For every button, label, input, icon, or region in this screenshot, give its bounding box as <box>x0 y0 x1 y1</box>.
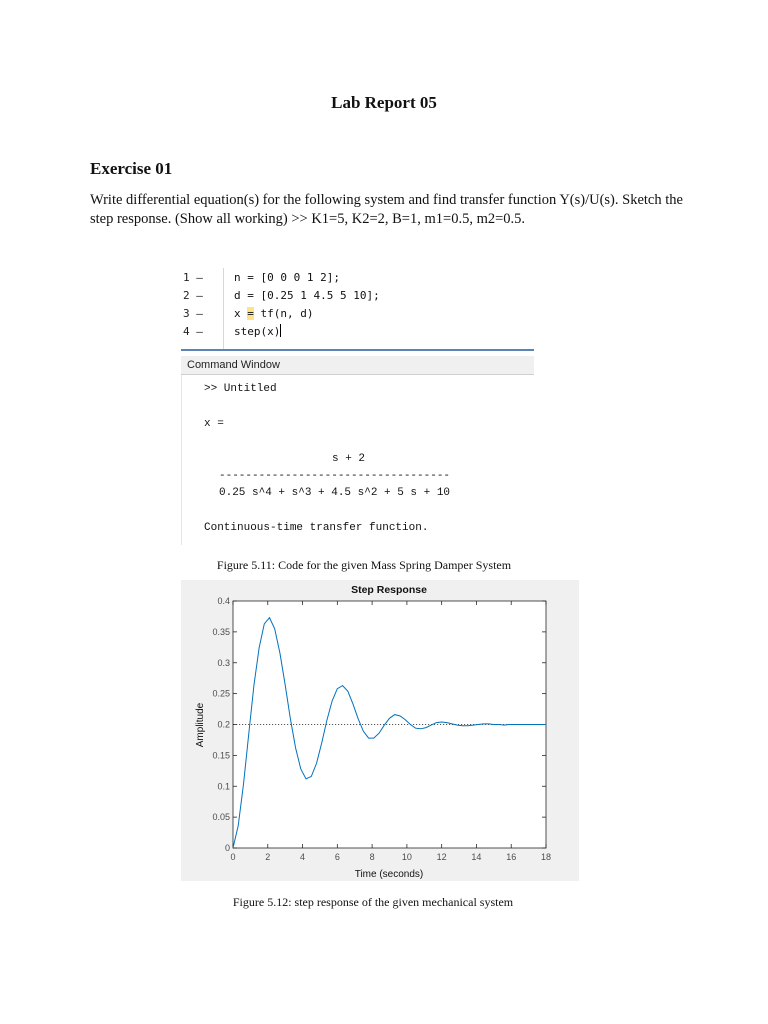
variable-assignment: x = <box>204 418 224 430</box>
x-tick-label: 0 <box>230 852 236 862</box>
y-tick-label: 0.15 <box>212 750 230 761</box>
y-tick-label: 0.1 <box>217 781 230 792</box>
code-line <box>181 323 534 341</box>
line-number: 3 – <box>183 307 203 320</box>
code-text: n = [0 0 0 1 2]; <box>234 271 340 284</box>
y-tick-label: 0.25 <box>212 688 230 699</box>
x-axis-label: Time (seconds) <box>354 869 424 880</box>
page-title: Lab Report 05 <box>331 93 437 112</box>
tf-denominator: 0.25 s^4 + s^3 + 4.5 s^2 + 5 s + 10 <box>219 487 451 499</box>
command-window <box>181 375 535 545</box>
x-tick-label: 8 <box>369 852 375 862</box>
exercise-heading: Exercise 01 <box>90 159 173 178</box>
command-window-header <box>181 356 534 375</box>
command-output-footer: Continuous-time transfer function. <box>204 522 429 534</box>
y-tick-label: 0.3 <box>217 657 230 668</box>
editor-divider <box>181 349 534 351</box>
code-text: d = [0.25 1 4.5 5 10]; <box>234 289 380 302</box>
code-text: step(x) <box>234 325 281 338</box>
x-tick-label: 16 <box>506 852 517 862</box>
x-tick-label: 18 <box>540 852 552 862</box>
x-tick-label: 12 <box>436 852 447 862</box>
line-number: 1 – <box>183 271 203 284</box>
x-tick-label: 14 <box>471 852 482 862</box>
y-tick-label: 0.35 <box>212 626 230 637</box>
tf-fraction-bar: ----------------------------------- <box>219 470 451 482</box>
y-tick-label: 0.2 <box>217 719 230 730</box>
step-response-chart <box>181 580 579 881</box>
code-line <box>181 305 534 323</box>
y-tick-label: 0.4 <box>217 596 230 606</box>
code-editor <box>181 268 534 350</box>
line-number: 2 – <box>183 289 203 302</box>
x-tick-label: 6 <box>334 852 340 862</box>
line-number: 4 – <box>183 325 203 338</box>
code-line <box>181 287 534 305</box>
highlighted-operator: = <box>247 307 254 320</box>
y-tick-label: 0.05 <box>212 812 230 823</box>
x-tick-label: 10 <box>401 852 412 862</box>
code-line <box>181 269 534 287</box>
x-tick-label: 2 <box>265 852 271 862</box>
figure-caption-5-11: Figure 5.11: Code for the given Mass Spring Damper System <box>216 558 512 572</box>
figure-caption-5-12: Figure 5.12: step response of the given mechanical system <box>232 895 514 909</box>
command-prompt: >> Untitled <box>204 383 277 395</box>
exercise-paragraph: Write differential equation(s) for the following system and find transfer function Y(s)/U(s). Sketch the step response. (Show all working) >> K1=5, K2=2, B=1, m1=0.5, m2=0.5. <box>90 192 683 227</box>
x-tick-label: 4 <box>300 852 306 862</box>
code-text: x = tf(n, d) <box>234 307 314 320</box>
command-window-title: Command Window <box>187 359 280 371</box>
tf-numerator: s + 2 <box>332 453 366 465</box>
text-cursor <box>280 324 281 337</box>
chart-title: Step Response <box>351 584 427 596</box>
y-tick-label: 0 <box>224 843 230 853</box>
step-response-figure <box>181 580 579 881</box>
y-axis-label: Amplitude <box>195 702 206 748</box>
